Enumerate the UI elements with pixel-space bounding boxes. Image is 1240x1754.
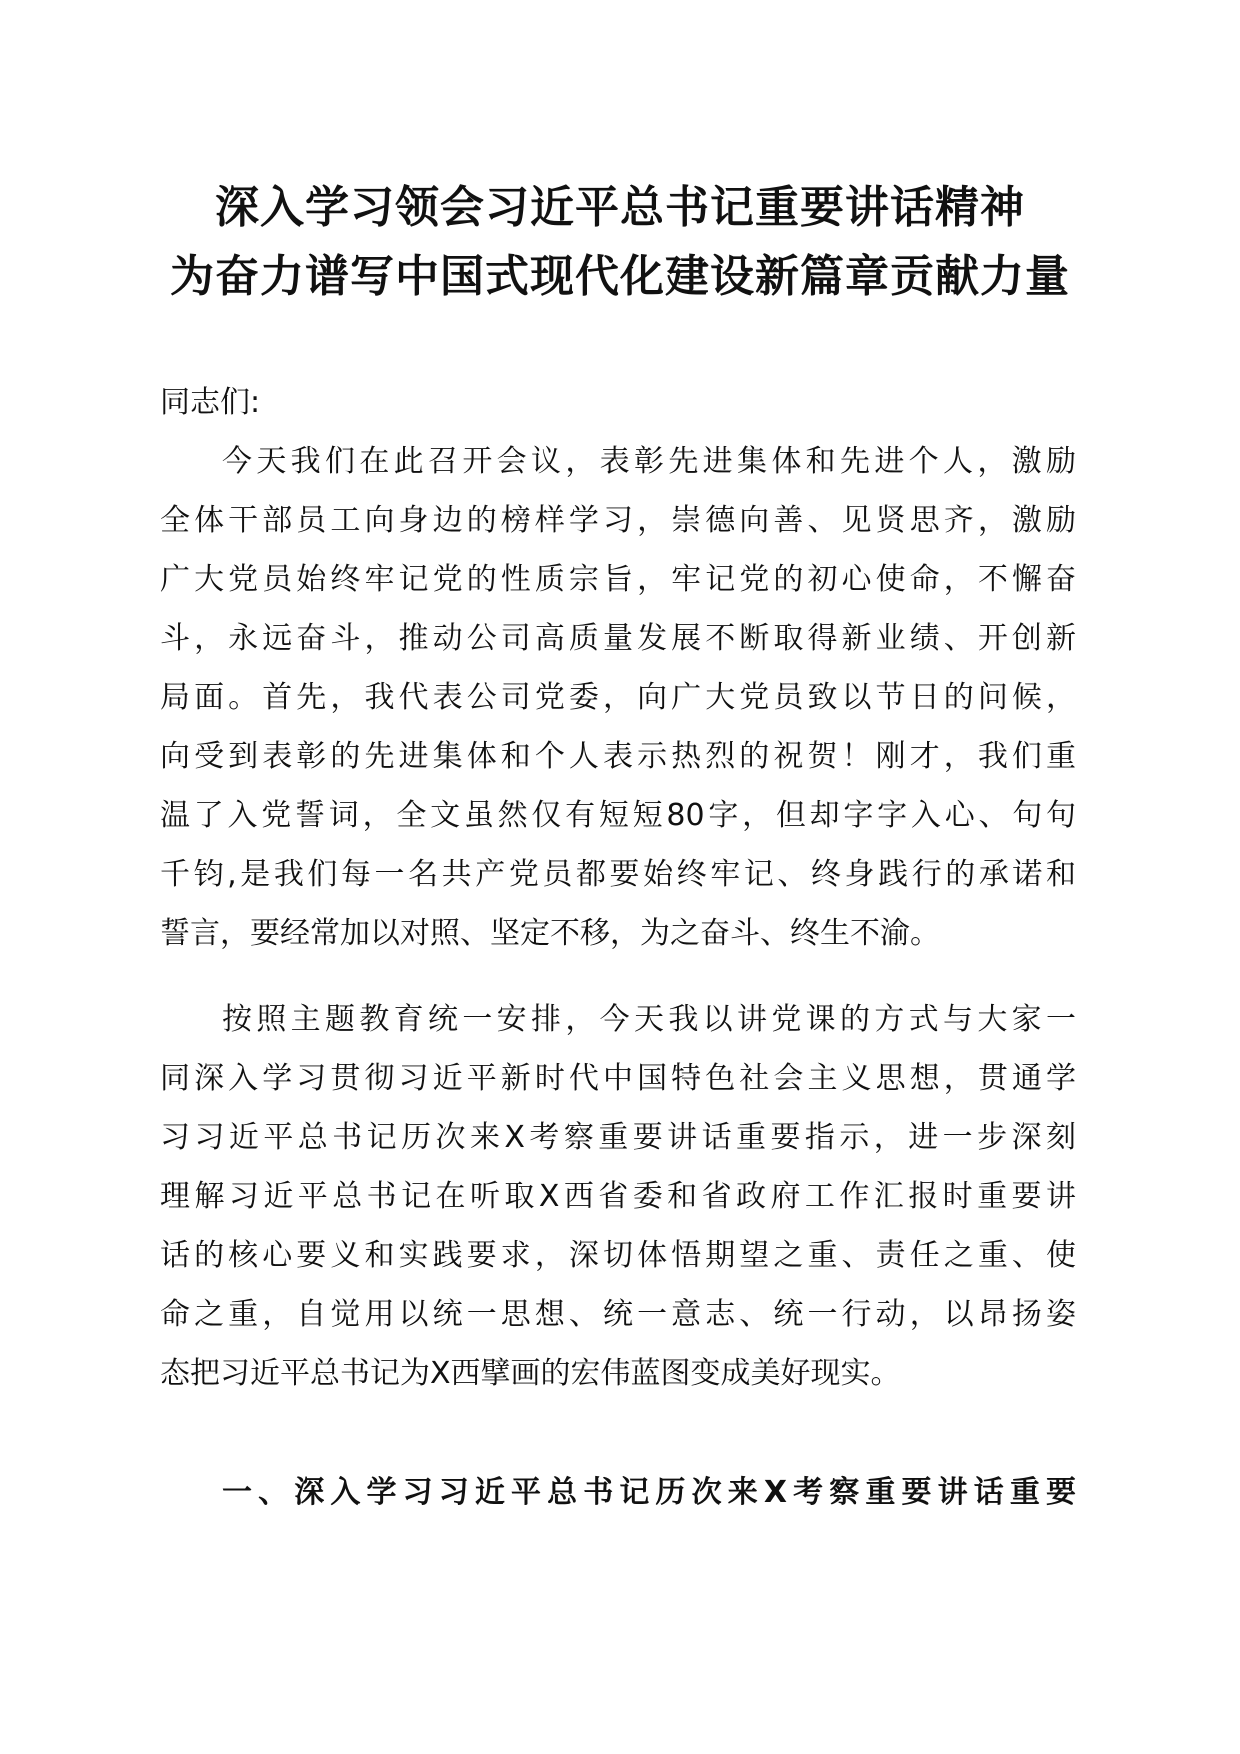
paragraph-1-line: 斗，永远奋斗，推动公司高质量发展不断取得新业绩、开创新 — [160, 621, 1076, 656]
paragraph-1-line: 千钧,是我们每一名共产党员都要始终牢记、终身践行的承诺和 — [160, 857, 1076, 892]
paragraph-1-line: 全体干部员工向身边的榜样学习，崇德向善、见贤思齐，激励 — [160, 503, 1076, 538]
paragraph-1-line: 向受到表彰的先进集体和个人表示热烈的祝贺！刚才，我们重 — [160, 739, 1076, 774]
paragraph-1-line: 今天我们在此召开会议，表彰先进集体和先进个人，激励 — [222, 444, 1076, 479]
paragraph-2-line: 习习近平总书记历次来X考察重要讲话重要指示，进一步深刻 — [160, 1120, 1076, 1155]
paragraph-2-line: 命之重，自觉用以统一思想、统一意志、统一行动，以昂扬姿 — [160, 1297, 1076, 1332]
salutation: 同志们: — [160, 385, 261, 420]
paragraph-1-line: 温了入党誓词，全文虽然仅有短短80字，但却字字入心、句句 — [160, 798, 1076, 833]
document-title-line-2: 为奋力谱写中国式现代化建设新篇章贡献力量 — [170, 251, 1070, 302]
paragraph-2-line: 态把习近平总书记为X西擘画的宏伟蓝图变成美好现实。 — [160, 1356, 901, 1391]
paragraph-2-line: 按照主题教育统一安排，今天我以讲党课的方式与大家一 — [222, 1002, 1076, 1037]
document-title-line-1: 深入学习领会习近平总书记重要讲话精神 — [215, 182, 1025, 233]
paragraph-2-line: 同深入学习贯彻习近平新时代中国特色社会主义思想，贯通学 — [160, 1061, 1076, 1096]
paragraph-1-line: 广大党员始终牢记党的性质宗旨，牢记党的初心使命，不懈奋 — [160, 562, 1076, 597]
paragraph-2-line: 话的核心要义和实践要求，深切体悟期望之重、责任之重、使 — [160, 1238, 1076, 1273]
paragraph-1-line: 局面。首先，我代表公司党委，向广大党员致以节日的问候， — [160, 680, 1076, 715]
section-heading-1: 一、深入学习习近平总书记历次来X考察重要讲话重要 — [222, 1475, 1076, 1510]
paragraph-1-line: 誓言，要经常加以对照、坚定不移，为之奋斗、终生不渝。 — [160, 916, 940, 951]
paragraph-2-line: 理解习近平总书记在听取X西省委和省政府工作汇报时重要讲 — [160, 1179, 1076, 1214]
